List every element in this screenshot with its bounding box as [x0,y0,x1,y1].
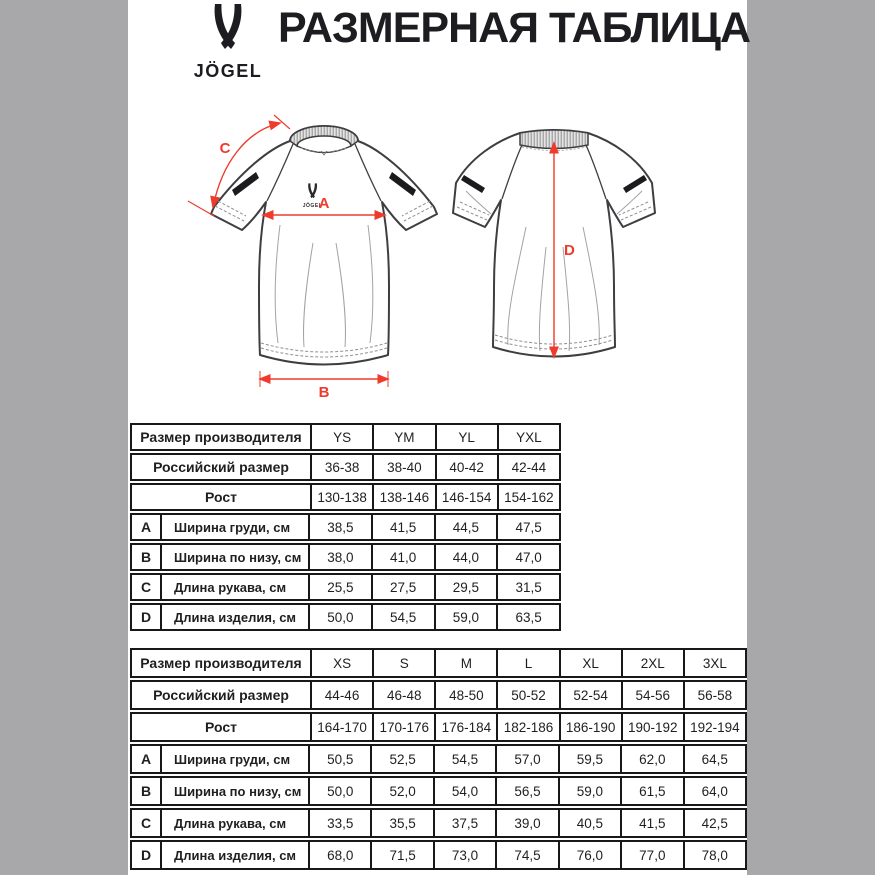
size-value: L [496,650,558,676]
measure-value: 37,5 [433,810,495,836]
measure-value: 61,5 [620,778,682,804]
size-value: 154-162 [497,485,559,509]
measure-row [130,573,561,601]
measure-value: 41,5 [620,810,682,836]
brand-logo [176,3,280,82]
size-value: 56-58 [683,682,745,708]
header-row [130,712,747,742]
measure-value: 59,5 [558,746,620,772]
measure-value: 29,5 [434,575,497,599]
size-value: 170-176 [372,714,434,740]
measure-value: 59,0 [558,778,620,804]
tshirt-diagram [128,95,728,413]
size-value: YL [435,425,497,449]
header-row [130,680,747,710]
size-value: XS [310,650,372,676]
measure-row [130,808,747,838]
measure-b-label: B [318,384,330,401]
measure-value: 40,5 [558,810,620,836]
measure-value: 25,5 [308,575,371,599]
size-value: S [372,650,434,676]
measure-name: Ширина груди, см [160,746,308,772]
size-value: 146-154 [435,485,497,509]
row-label: Российский размер [153,459,289,475]
measure-name: Длина рукава, см [160,575,308,599]
measure-letter: C [140,815,152,831]
row-label: Размер производителя [140,429,302,445]
size-table-youth [130,423,561,633]
size-value: 38-40 [372,455,434,479]
measure-value: 41,0 [371,545,434,569]
header-row [130,423,561,451]
measure-value: 54,0 [433,778,495,804]
measure-name: Ширина по низу, см [160,778,308,804]
size-value: 52-54 [559,682,621,708]
size-value: XL [559,650,621,676]
row-label: Рост [205,489,237,505]
measure-value: 41,5 [371,515,434,539]
size-value: 3XL [683,650,745,676]
size-value: 46-48 [372,682,434,708]
measure-value: 44,0 [434,545,497,569]
measure-value: 76,0 [558,842,620,868]
brand-name: JÖGEL [193,61,263,81]
measure-value: 63,5 [496,605,559,629]
measure-row [130,603,561,631]
measure-value: 68,0 [308,842,370,868]
size-value: 164-170 [310,714,372,740]
size-value: 50-52 [496,682,558,708]
size-value: 186-190 [559,714,621,740]
tshirt-front-view [188,115,437,401]
size-value: 2XL [621,650,683,676]
header-row [130,453,561,481]
measure-name: Ширина груди, см [160,515,308,539]
measure-value: 50,5 [308,746,370,772]
size-value: 42-44 [497,455,559,479]
size-value: 182-186 [496,714,558,740]
measure-value: 50,0 [308,605,371,629]
measure-value: 31,5 [496,575,559,599]
measure-row [130,744,747,774]
measure-value: 78,0 [683,842,745,868]
measure-value: 64,0 [683,778,745,804]
measure-letter: D [140,609,152,625]
tshirt-back-view [453,130,655,357]
measure-value: 27,5 [371,575,434,599]
measure-row [130,776,747,806]
measure-value: 77,0 [620,842,682,868]
size-value: 48-50 [434,682,496,708]
row-label: Размер производителя [140,655,302,671]
measure-letter: B [140,549,152,565]
measure-value: 44,5 [434,515,497,539]
measure-value: 71,5 [370,842,432,868]
measure-value: 74,5 [495,842,557,868]
measure-value: 62,0 [620,746,682,772]
row-label: Рост [205,719,237,735]
measure-c-label: C [219,140,231,157]
measure-a-label: A [318,195,330,212]
measure-value: 54,5 [433,746,495,772]
measure-letter: A [140,751,152,767]
measure-name: Длина изделия, см [160,605,308,629]
row-label: Российский размер [153,687,289,703]
measure-value: 57,0 [495,746,557,772]
size-value: 54-56 [621,682,683,708]
measure-value: 38,5 [308,515,371,539]
svg-text:JÖGEL: JÖGEL [302,203,323,209]
size-value: 44-46 [310,682,372,708]
header-row [130,483,561,511]
measure-value: 38,0 [308,545,371,569]
header-row [130,648,747,678]
size-value: 138-146 [372,485,434,509]
size-value: 40-42 [435,455,497,479]
measure-value: 64,5 [683,746,745,772]
measure-value: 47,5 [496,515,559,539]
measure-letter: D [140,847,152,863]
size-value: YM [372,425,434,449]
jogel-logo-icon [208,3,248,57]
page-title: РАЗМЕРНАЯ ТАБЛИЦА [278,4,751,52]
measure-value: 50,0 [308,778,370,804]
size-value: 176-184 [434,714,496,740]
size-value: 130-138 [310,485,372,509]
measure-letter: C [140,579,152,595]
measure-value: 33,5 [308,810,370,836]
size-value: 192-194 [683,714,745,740]
measure-value: 42,5 [683,810,745,836]
measure-value: 52,0 [370,778,432,804]
measure-value: 54,5 [371,605,434,629]
content-area [128,0,751,875]
measure-d-label: D [564,242,575,259]
measure-value: 35,5 [370,810,432,836]
measure-name: Ширина по низу, см [160,545,308,569]
size-value: YXL [497,425,559,449]
measure-value: 39,0 [495,810,557,836]
measure-letter: B [140,783,152,799]
size-value: 36-38 [310,455,372,479]
measure-value: 59,0 [434,605,497,629]
size-value: YS [310,425,372,449]
measure-value: 52,5 [370,746,432,772]
measure-letter: A [140,519,152,535]
measure-row [130,543,561,571]
measure-name: Длина рукава, см [160,810,308,836]
size-value: 190-192 [621,714,683,740]
size-value: M [434,650,496,676]
measure-value: 73,0 [433,842,495,868]
measure-row [130,840,747,870]
measure-name: Длина изделия, см [160,842,308,868]
measure-row [130,513,561,541]
measure-value: 56,5 [495,778,557,804]
size-table-adult [130,648,747,872]
measure-value: 47,0 [496,545,559,569]
